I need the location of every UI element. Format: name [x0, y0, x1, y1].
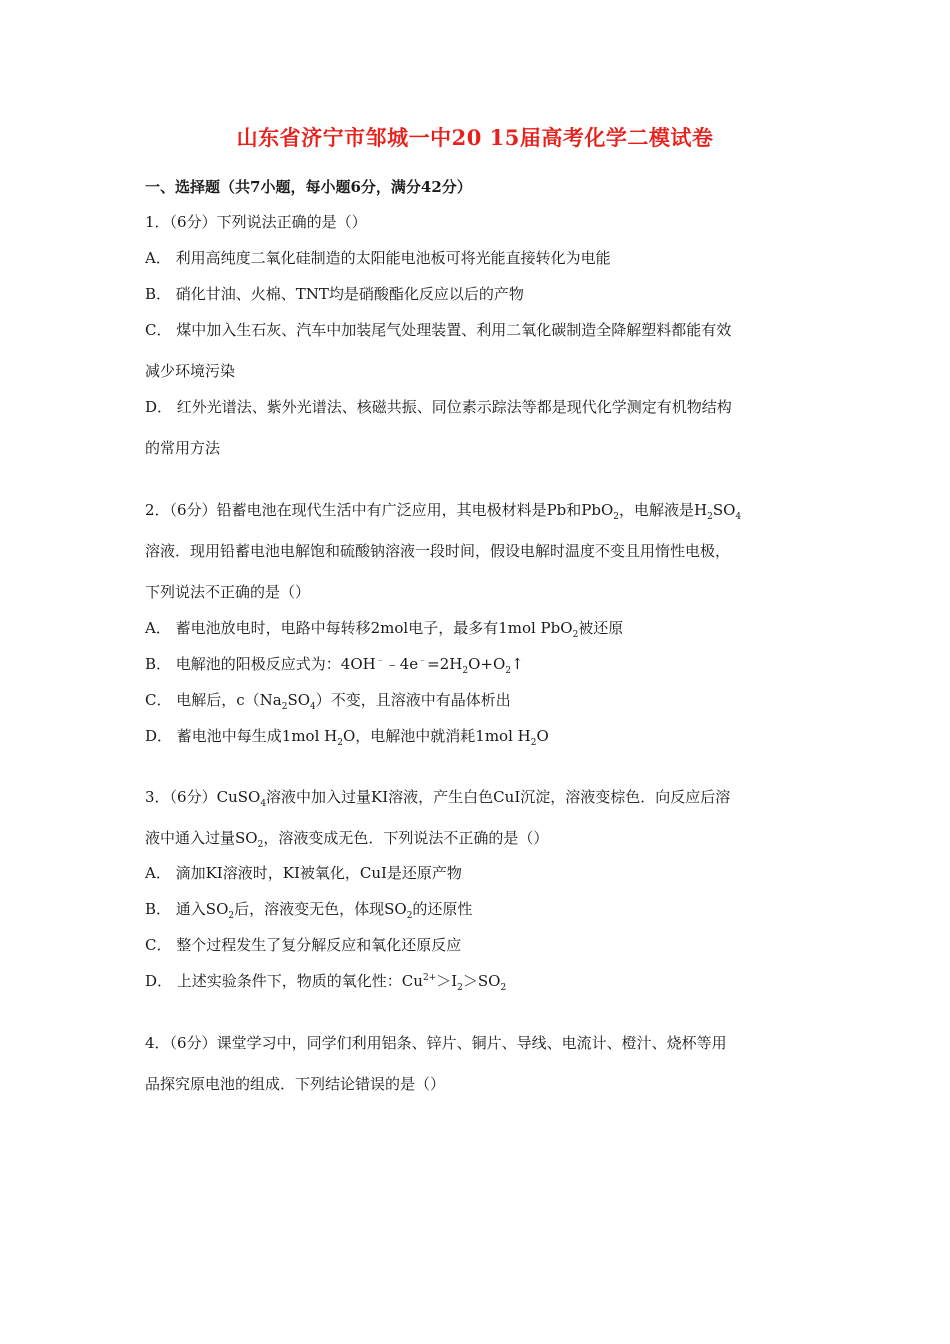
- question-2-stem-cont: 溶液．现用铅蓄电池电解饱和硫酸钠溶液一段时间，假设电解时温度不变且用惰性电极，: [145, 542, 731, 560]
- question-3-option-c: C． 整个过程发生了复分解反应和氧化还原反应: [145, 936, 462, 954]
- page-title: 山东省济宁市邹城一中20 15届高考化学二模试卷: [236, 125, 714, 150]
- question-2-stem: 2．（6分）铅蓄电池在现代生活中有广泛应用，其电极材料是Pb和PbO$_2$，电解液是$H_2SO_4$: [145, 501, 742, 522]
- question-2-option-c: C． 电解后，$c(Na_2SO_4)$不变，且溶液中有晶体析出: [145, 691, 511, 712]
- question-2-option-b: B． 电解池的阳极反应式为：$4OH^﹣﹣4e^﹣=2H_2O+O_2↑$: [145, 655, 524, 676]
- question-2-stem-cont-2: 下列说法不正确的是（）: [145, 583, 311, 601]
- question-2-option-a: A． 蓄电池放电时，电路中每转移2mol电子，最多有1mol PbO$_2$被还原: [145, 619, 624, 640]
- question-3-stem: 3．（6分）CuSO$_4$溶液中加入过量KI溶液，产生白色CuI沉淀，溶液变棕色．向反应后溶: [145, 788, 731, 809]
- section-heading: 一、选择题（共7小题，每小题6分，满分42分）: [145, 178, 472, 196]
- question-3-stem-cont: 液中通入过量$SO_2$，溶液变成无色．下列说法不正确的是（）: [145, 829, 549, 850]
- question-4-stem: 4．（6分）课堂学习中，同学们利用铝条、锌片、铜片、导线、电流计、橙汁、烧杯等用: [145, 1034, 727, 1052]
- question-3-option-d: D． 上述实验条件下，物质的氧化性：$Cu^{2+}>I_2>SO_2$: [145, 972, 507, 993]
- question-1-option-b: B． 硝化甘油、火棉、TNT均是硝酸酯化反应以后的产物: [145, 285, 524, 303]
- question-1-option-d-cont: 的常用方法: [145, 439, 221, 457]
- question-1-option-d: D． 红外光谱法、紫外光谱法、核磁共振、同位素示踪法等都是现代化学测定有机物结构: [145, 398, 732, 416]
- question-4-stem-cont: 品探究原电池的组成．下列结论错误的是（）: [145, 1075, 446, 1093]
- question-1-option-c: C． 煤中加入生石灰、汽车中加装尾气处理装置、利用二氧化碳制造全降解塑料都能有效: [145, 321, 732, 339]
- question-2-option-d: D． 蓄电池中每生成1mol $H_2O$，电解池中就消耗1mol $H_2O$: [145, 727, 549, 748]
- question-1-stem: 1．（6分）下列说法正确的是（）: [145, 213, 367, 231]
- question-1-option-a: A． 利用高纯度二氧化硅制造的太阳能电池板可将光能直接转化为电能: [145, 249, 611, 267]
- question-3-option-b: B． 通入$SO_2$后，溶液变无色，体现$SO_2$的还原性: [145, 900, 473, 921]
- question-1-option-c-cont: 减少环境污染: [145, 362, 236, 380]
- question-3-option-a: A． 滴加KI溶液时，KI被氧化，CuI是还原产物: [145, 864, 462, 882]
